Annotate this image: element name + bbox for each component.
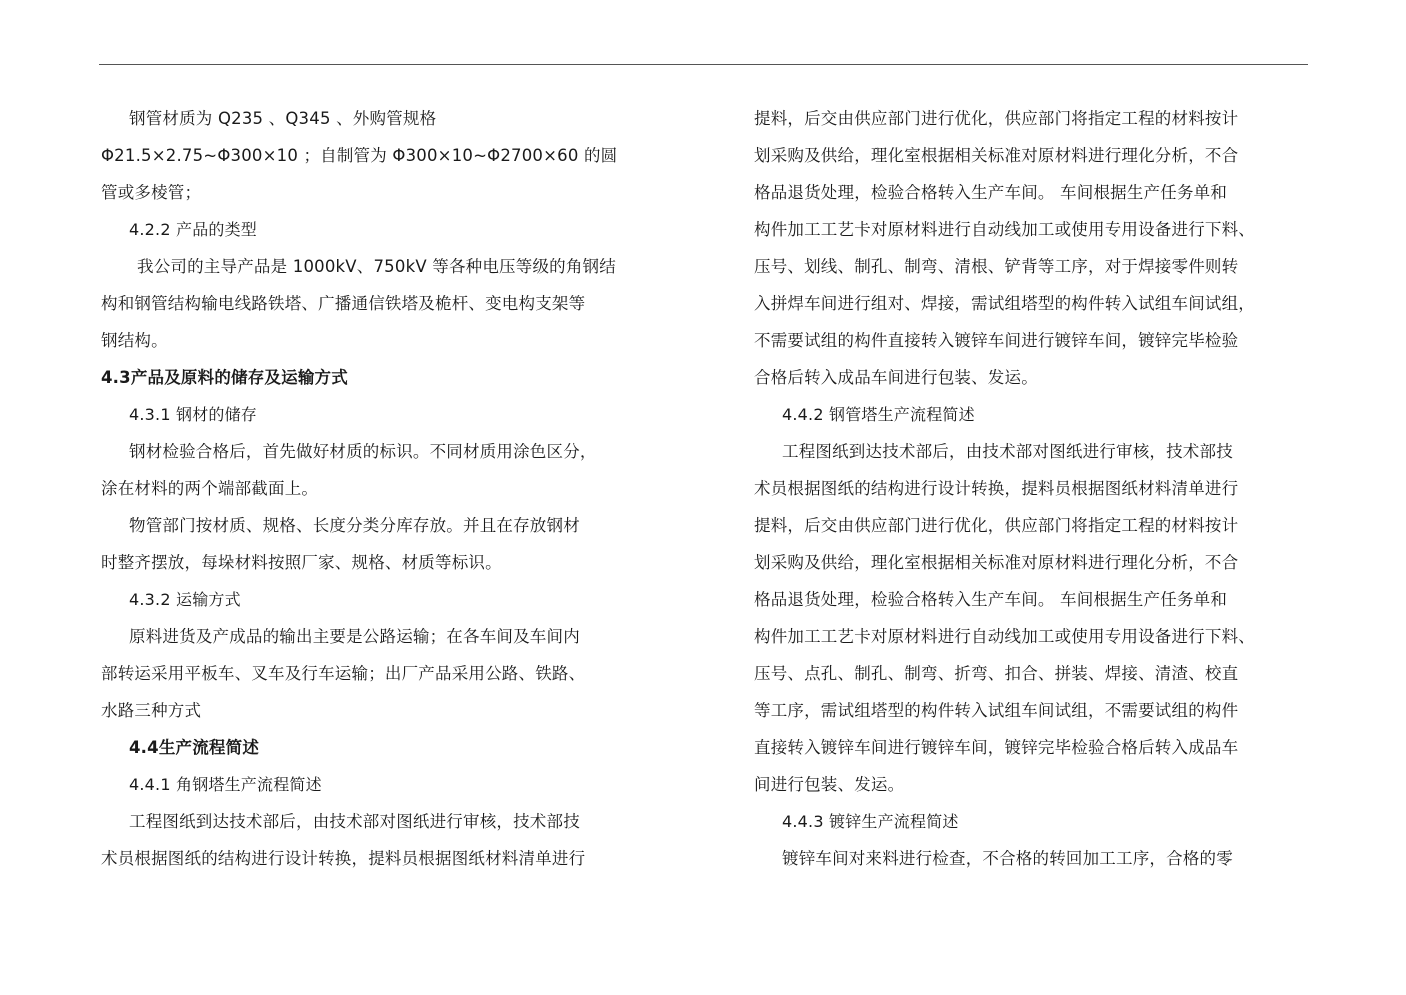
section-heading: 4.4生产流程简述 xyxy=(129,738,260,757)
text-line: 原料进货及产成品的输出主要是公路运输；在各车间及车间内 xyxy=(129,627,580,646)
header-rule xyxy=(99,64,1308,65)
text-line: 管或多棱管； xyxy=(101,183,202,202)
text-line: 压号、划线、制孔、制弯、清根、铲背等工序，对于焊接零件则转 xyxy=(754,257,1239,276)
text-line: 钢材检验合格后，首先做好材质的标识。不同材质用涂色区分， xyxy=(129,442,597,461)
text-line: 时整齐摆放，每垛材料按照厂家、规格、材质等标识。 xyxy=(101,553,502,572)
text-line: 划采购及供给，理化室根据相关标准对原材料进行理化分析，不合 xyxy=(754,146,1239,165)
text-line: 间进行包装、发运。 xyxy=(754,775,905,794)
text-line: 格品退货处理，检验合格转入生产车间。 车间根据生产任务单和 xyxy=(754,183,1228,202)
text-line: 入拼焊车间进行组对、焊接，需试组塔型的构件转入试组车间试组， xyxy=(754,294,1255,313)
text-line: 部转运采用平板车、叉车及行车运输；出厂产品采用公路、铁路、 xyxy=(101,664,586,683)
text-line: 格品退货处理，检验合格转入生产车间。 车间根据生产任务单和 xyxy=(754,590,1228,609)
text-line: 提料，后交由供应部门进行优化，供应部门将指定工程的材料按计 xyxy=(754,516,1239,535)
left-column xyxy=(101,100,661,877)
text-line: 构和钢管结构输电线路铁塔、广播通信铁塔及桅杆、变电构支架等 xyxy=(101,294,586,313)
text-line: 等工序，需试组塔型的构件转入试组车间试组，不需要试组的构件 xyxy=(754,701,1239,720)
text-line: 我公司的主导产品是 1000kV、750kV 等各种电压等级的角钢结 xyxy=(137,257,616,276)
right-column xyxy=(754,100,1314,877)
subsection-heading: 4.4.2 钢管塔生产流程简述 xyxy=(782,405,975,424)
text-line: Φ21.5×2.75~Φ300×10 ；自制管为 Φ300×10~Φ2700×60 的圆 xyxy=(101,146,618,165)
text-line: 钢结构。 xyxy=(101,331,168,350)
text-line: 镀锌车间对来料进行检查，不合格的转回加工工序，合格的零 xyxy=(782,849,1233,868)
text-line: 水路三种方式 xyxy=(101,701,202,720)
text-line: 构件加工工艺卡对原材料进行自动线加工或使用专用设备进行下料、 xyxy=(754,220,1255,239)
text-line: 涂在材料的两个端部截面上。 xyxy=(101,479,319,498)
text-line: 术员根据图纸的结构进行设计转换，提料员根据图纸材料清单进行 xyxy=(754,479,1239,498)
text-line: 合格后转入成品车间进行包装、发运。 xyxy=(754,368,1038,387)
text-line: 压号、点孔、制孔、制弯、折弯、扣合、拼装、焊接、清渣、校直 xyxy=(754,664,1239,683)
text-line: 钢管材质为 Q235 、Q345 、外购管规格 xyxy=(129,109,437,128)
text-line: 物管部门按材质、规格、长度分类分库存放。并且在存放钢材 xyxy=(129,516,580,535)
subsection-heading: 4.3.2 运输方式 xyxy=(129,590,241,609)
text-line: 工程图纸到达技术部后，由技术部对图纸进行审核，技术部技 xyxy=(782,442,1233,461)
text-line: 构件加工工艺卡对原材料进行自动线加工或使用专用设备进行下料、 xyxy=(754,627,1255,646)
text-line: 不需要试组的构件直接转入镀锌车间进行镀锌车间，镀锌完毕检验 xyxy=(754,331,1239,350)
subsection-heading: 4.3.1 钢材的储存 xyxy=(129,405,257,424)
section-heading: 4.3产品及原料的储存及运输方式 xyxy=(101,368,348,387)
text-line: 工程图纸到达技术部后，由技术部对图纸进行审核，技术部技 xyxy=(129,812,580,831)
text-line: 划采购及供给，理化室根据相关标准对原材料进行理化分析，不合 xyxy=(754,553,1239,572)
subsection-heading: 4.4.3 镀锌生产流程简述 xyxy=(782,812,959,831)
text-line: 提料，后交由供应部门进行优化，供应部门将指定工程的材料按计 xyxy=(754,109,1239,128)
subsection-heading: 4.2.2 产品的类型 xyxy=(129,220,257,239)
text-line: 直接转入镀锌车间进行镀锌车间，镀锌完毕检验合格后转入成品车 xyxy=(754,738,1239,757)
text-line: 术员根据图纸的结构进行设计转换，提料员根据图纸材料清单进行 xyxy=(101,849,586,868)
subsection-heading: 4.4.1 角钢塔生产流程简述 xyxy=(129,775,322,794)
